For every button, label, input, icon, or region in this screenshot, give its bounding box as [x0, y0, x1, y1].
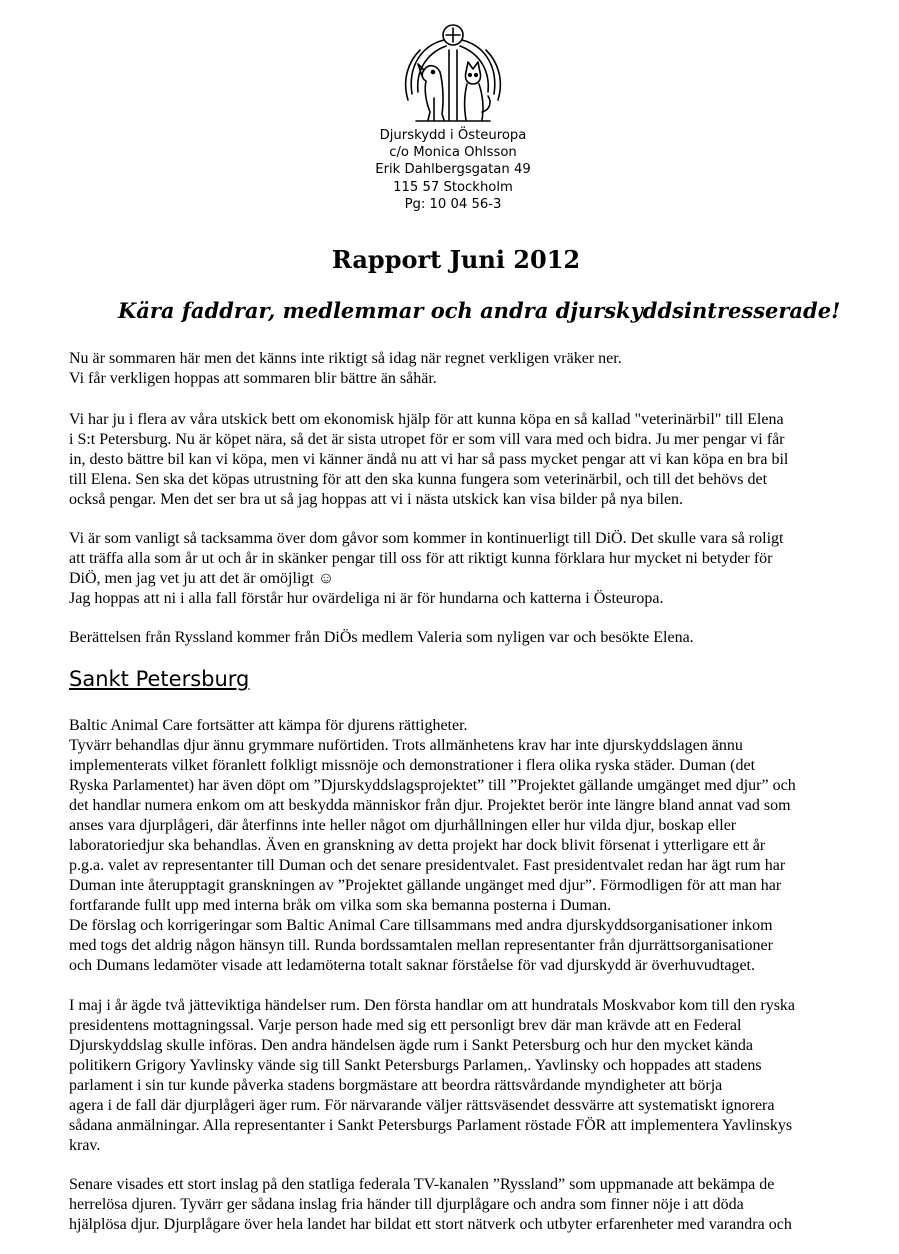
text-line: presidentens mottagningssal. Varje person hade med sig ett personligt brev där man krävde att en Federal: [69, 1017, 742, 1034]
paragraph: [69, 716, 869, 976]
address-line: Pg: 10 04 56-3: [404, 196, 502, 212]
paragraph: [69, 349, 869, 389]
text-line: Vi har ju i flera av våra utskick bett om ekonomisk hjälp för att kunna köpa en så kallad "veterinärbil" till Elena: [69, 411, 784, 428]
text-line: Vi är som vanligt så tacksamma över dom gåvor som kommer in kontinuerligt till DiÖ. Det skulle vara så roligt: [69, 530, 784, 547]
text-line: Ryska Parlamentet) har även döpt om ”Djurskyddslagsprojektet” till ”Projektet gällande umgänget med djur” och: [69, 777, 796, 794]
text-line: och Dumans ledamöter visade att ledamöterna totalt saknar förståelse för vad djurskydd är överhuvudtaget.: [69, 957, 755, 974]
paragraph: [69, 410, 869, 510]
text-line: Nu är sommaren här men det känns inte riktigt så idag när regnet verkligen vräker ner.: [69, 350, 622, 367]
text-line: till Elena. Sen ska det köpas utrustning för att den ska kunna fungera som veterinärbil, och till det behövs det: [69, 471, 768, 488]
text-line: Duman inte återupptagit granskningen av ”Projektet gällande ungänget med djur”. Förmodligen för att man har: [69, 877, 782, 894]
address-line: c/o Monica Ohlsson: [389, 145, 517, 161]
text-line: också pengar. Men det ser bra ut så jag hoppas att vi i nästa utskick kan visa bilder på nya bilen.: [69, 491, 684, 508]
dog-and-cat-logo-icon: [394, 22, 512, 132]
text-line: Jag hoppas att ni i alla fall förstår hur ovärdeliga ni är för hundarna och katterna i Östeuropa.: [69, 590, 664, 607]
report-title: Rapport Juni 2012: [331, 245, 581, 274]
text-line: I maj i år ägde två jätteviktiga händelser rum. Den första handlar om att hundratals Moskvabor kom till den ryska: [69, 997, 796, 1014]
text-line: anses vara djurplågeri, där återfinns inte heller något om djurhållningen eller hur vilda djur, boskap eller: [69, 817, 737, 834]
paragraph: [69, 996, 869, 1156]
text-line: fortfarande fullt upp med interna bråk om vilka som ska bemanna posterna i Duman.: [69, 897, 612, 914]
text-line: parlament i sin tur kunde påverka stadens borgmästare att beordra rättsvårdande myndigheter att börja: [69, 1077, 723, 1094]
text-line: Vi får verkligen hoppas att sommaren blir bättre än såhär.: [69, 370, 437, 387]
address-line: 115 57 Stockholm: [393, 179, 513, 195]
letterhead-address: [300, 127, 606, 213]
text-line: med togs det aldrig någon hänsyn till. Runda bordssamtalen mellan representanter från djurrättsorganisationer: [69, 937, 773, 954]
address-line: Djurskydd i Östeuropa: [379, 128, 527, 143]
paragraph: [69, 529, 869, 609]
section-heading: Sankt Petersburg: [69, 667, 250, 691]
paragraph: [69, 1175, 869, 1235]
text-line: Berättelsen från Ryssland kommer från DiÖs medlem Valeria som nyligen var och besökte Elena.: [69, 629, 694, 646]
text-line: Djurskyddslag skulle införas. Den andra händelsen ägde rum i Sankt Petersburg och hur den mycket kända: [69, 1037, 753, 1054]
text-line: Senare visades ett stort inslag på den statliga federala TV-kanalen ”Ryssland” som uppmanade att bekämpa de: [69, 1176, 775, 1193]
text-line: Baltic Animal Care fortsätter att kämpa för djurens rättigheter.: [69, 717, 468, 734]
text-line: krav.: [69, 1137, 101, 1154]
text-line: herrelösa djuren. Tyvärr ger sådana inslag fria händer till djurplågare och andra som finner nöje i att döda: [69, 1196, 744, 1213]
text-line: p.g.a. valet av representanter till Duman och det senare presidentvalet. Fast presidentvalet redan har ägt rum har: [69, 857, 786, 874]
text-line: laboratoriedjur ska behandlas. Även en granskning av detta projekt har dock blivit försenat i ytterligare ett år: [69, 837, 766, 854]
paragraph: [69, 628, 869, 648]
text-line: De förslag och korrigeringar som Baltic Animal Care tillsammans med andra djurskyddsorganisationer inkom: [69, 917, 773, 934]
greeting-heading: Kära faddrar, medlemmar och andra djurskyddsintresserade!: [118, 298, 841, 323]
text-line: att träffa alla som år ut och år in skänker pengar till oss för att riktigt kunna förklara hur mycket ni betyder för: [69, 550, 773, 567]
text-line: implementerats vilket föranlett folkligt missnöje och demonstrationer i flera olika ryska städer. Duman (det: [69, 757, 756, 774]
text-line: Tyvärr behandlas djur ännu grymmare nuförtiden. Trots allmänhetens krav har inte djurskyddslagen ännu: [69, 737, 743, 754]
text-line: politikern Grigory Yavlinsky vände sig till Sankt Petersburgs Parlamen,. Yavlinsky och hoppades att stadens: [69, 1057, 762, 1074]
text-line: sådana anmälningar. Alla representanter i Sankt Petersburgs Parlament röstade FÖR att implementera Yavlinskys: [69, 1117, 793, 1134]
address-line: Erik Dahlbergsgatan 49: [375, 162, 531, 178]
text-line: in, desto bättre bil kan vi köpa, men vi känner ändå nu att vi har så pass mycket pengar att vi kan köpa en bra bil: [69, 451, 789, 468]
text-line: DiÖ, men jag vet ju att det är omöjligt ☺: [69, 570, 335, 587]
text-line: det handlar numera enkom om att beskydda människor från djur. Projektet berör inte längre bland annat vad som: [69, 797, 791, 814]
text-line: hjälplösa djur. Djurplågare över hela landet har bildat ett stort nätverk och utbyter erfarenheter med varandra och: [69, 1216, 792, 1233]
text-line: agera i de fall där djurplågeri äger rum. För närvarande väljer rättsväsendet dessvärre att systematiskt ignorera: [69, 1097, 775, 1114]
text-line: i S:t Petersburg. Nu är köpet nära, så det är sista utropet för er som vill vara med och bidra. Ju mer pengar vi får: [69, 431, 785, 448]
